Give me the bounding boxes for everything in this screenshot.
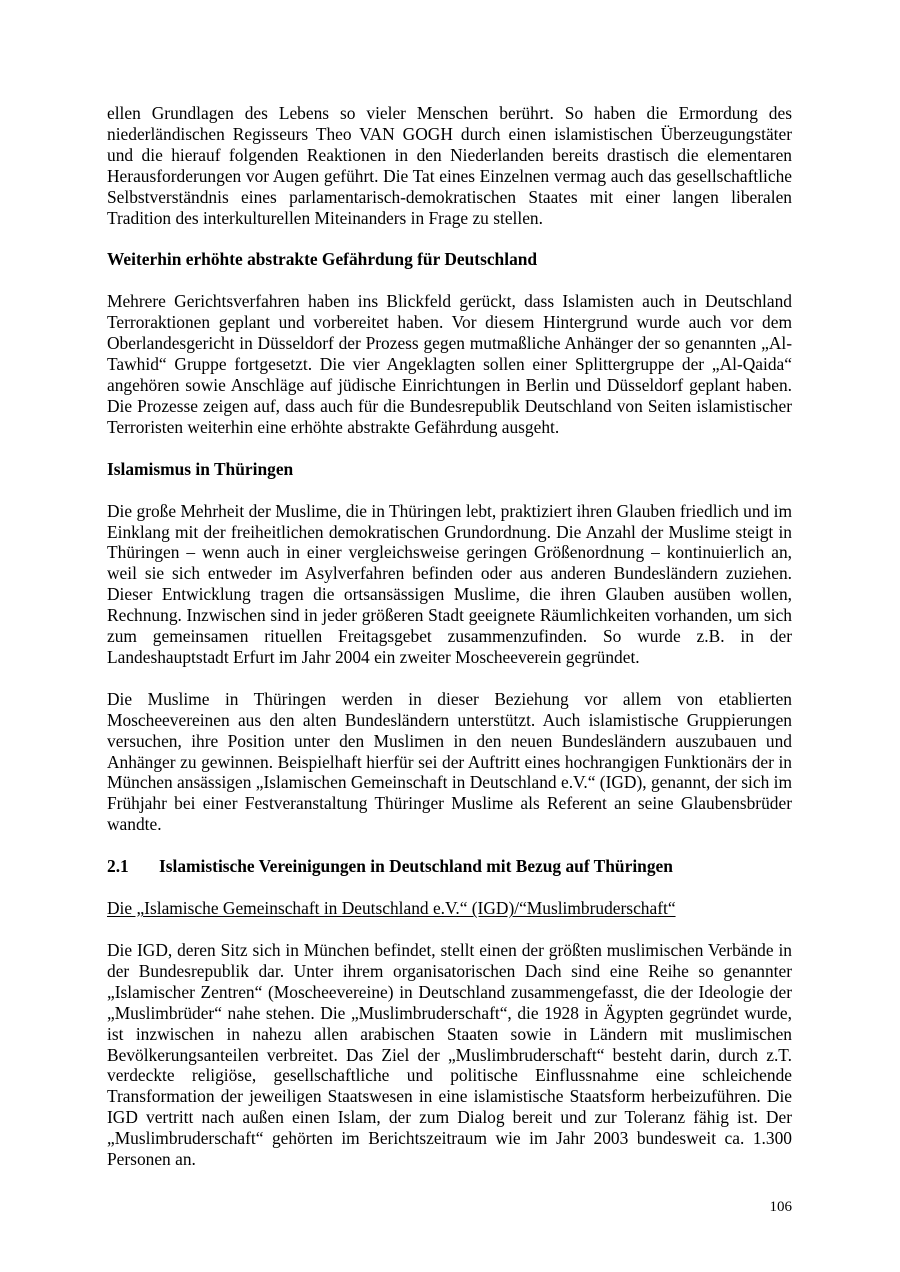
- page-number: 106: [769, 1199, 792, 1215]
- section-title: Islamistische Vereinigungen in Deutschland mit Bezug auf Thüringen: [159, 856, 673, 877]
- subheading-igd: Die „Islamische Gemeinschaft in Deutschland e.V.“ (IGD)/“Muslimbruderschaft“: [107, 898, 676, 919]
- document-page: [107, 103, 792, 1170]
- heading-islamism-thuringia: Islamismus in Thüringen: [107, 458, 294, 479]
- section-number: 2.1: [107, 856, 129, 877]
- heading-abstract-threat: Weiterhin erhöhte abstrakte Gefährdung für Deutschland: [107, 249, 538, 270]
- paragraph-igd: Die IGD, deren Sitz sich in München befindet, stellt einen der größten muslimischen Verbände in der Bundesrepublik dar. Unter ihrem organisatorischen Dach sind eine Reihe so genannter „Islamischer Zentren“ (Moscheevereine) in Deutschland zusammengefasst, die der Ideologie der „Muslimbrüder“ nahe stehen. Die „Muslimbruderschaft“, die 1928 in Ägypten gegründet wurde, ist inzwischen in nahezu allen arabischen Staaten sowie in Ländern mit muslimischen Bevölkerungsanteilen verbreitet. Das Ziel der „Muslimbruderschaft“ besteht darin, durch z.T. verdeckte religiöse, gesellschaftliche und politische Einflussnahme eine schleichende Transformation der jeweiligen Staatswesen in eine islamistische Staatsform herbeizuführen. Die IGD vertritt nach außen einen Islam, der zum Dialog bereit und zur Toleranz fähig ist. Der „Muslimbruderschaft“ gehörten im Berichtszeitraum wie im Jahr 2003 bundesweit ca. 1.300 Personen an.: [107, 940, 792, 1170]
- paragraph-intro: ellen Grundlagen des Lebens so vieler Menschen berührt. So haben die Ermordung des niederländischen Regisseurs Theo VAN GOGH durch einen islamistischen Überzeugungstäter und die hierauf folgenden Reaktionen in den Niederlanden bereits drastisch die elementaren Herausforderungen vor Augen geführt. Die Tat eines Einzelnen vermag auch das gesellschaftliche Selbstverständnis eines parlamentarisch-demokratischen Staates mit einer langen liberalen Tradition des interkulturellen Miteinanders in Frage zu stellen.: [107, 103, 792, 228]
- paragraph-muslims-thuringia: Die große Mehrheit der Muslime, die in Thüringen lebt, praktiziert ihren Glauben friedlich und im Einklang mit der freiheitlichen demokratischen Grundordnung. Die Anzahl der Muslime steigt in Thüringen – wenn auch in einer vergleichsweise geringen Größenordnung – kontinuierlich an, weil sie sich entweder im Asylverfahren befinden oder aus anderen Bundesländern zuziehen. Dieser Entwicklung tragen die ortsansässigen Muslime, die ihren Glauben ausüben wollen, Rechnung. Inzwischen sind in jeder größeren Stadt geeignete Räumlichkeiten vorhanden, um sich zum gemeinsamen rituellen Freitagsgebet zusammenzufinden. So wurde z.B. in der Landeshauptstadt Erfurt im Jahr 2004 ein zweiter Moscheeverein gegründet.: [107, 500, 792, 667]
- paragraph-court-cases: Mehrere Gerichtsverfahren haben ins Blickfeld gerückt, dass Islamisten auch in Deutschland Terroraktionen geplant und vorbereitet haben. Vor diesem Hintergrund wurde auch vor dem Oberlandesgericht in Düsseldorf der Prozess gegen mutmaßliche Anhänger der so genannten „Al-Tawhid“ Gruppe fortgesetzt. Die vier Angeklagten sollen einer Splittergruppe der „Al-Qaida“ angehören sowie Anschläge auf jüdische Einrichtungen in Berlin und Düsseldorf geplant haben. Die Prozesse zeigen auf, dass auch für die Bundesrepublik Deutschland von Seiten islamistischer Terroristen weiterhin eine erhöhte abstrakte Gefährdung ausgeht.: [107, 291, 792, 437]
- paragraph-mosque-associations: Die Muslime in Thüringen werden in dieser Beziehung vor allem von etablierten Moscheevereinen aus den alten Bundesländern unterstützt. Auch islamistische Gruppierungen versuchen, ihre Position unter den Muslimen in den neuen Bundesländern auszubauen und Anhänger zu gewinnen. Beispielhaft hierfür sei der Auftritt eines hochrangigen Funktionärs der in München ansässigen „Islamischen Gemeinschaft in Deutschland e.V.“ (IGD), genannt, der sich im Frühjahr bei einer Festveranstaltung Thüringer Muslime als Referent an seine Glaubensbrüder wandte.: [107, 688, 792, 835]
- section-heading: [107, 856, 792, 877]
